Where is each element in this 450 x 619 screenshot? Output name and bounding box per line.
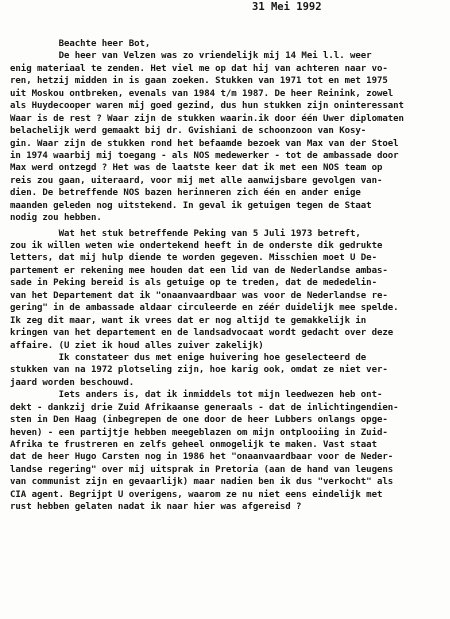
letter-line: De heer van Velzen was zo vriendelijk mij 14 Mei l.l. weer (10, 51, 372, 62)
letter-line: zou ik willen weten wie ondertekend heeft in de onderste dik gedrukte (10, 241, 383, 251)
letter-line: heven) - een partijtje hebben meegeblazen om mijn ontplooiing in Zuid- (10, 427, 388, 438)
letter-line: nodig zou hebben. (10, 213, 102, 224)
letter-line: letters, dat mij hulp diende te worden gegeven. Misschien moet U De- (10, 253, 377, 264)
letter-line: Beachte heer Bot, (10, 39, 151, 49)
letter-line: van het Departement dat ik "onaanvaardbaar was voor de Nederlandse re- (10, 290, 388, 301)
letter-line: reis zou gaan, uiteraard, voor mij met alle aanwijsbare gevolgen van- (10, 175, 383, 186)
letter-date: 31 Mei 1992 (252, 1, 322, 13)
letter-line: maanden geleden nog uitstekend. In geval ik getuigen tegen de Staat (10, 200, 372, 211)
letter-line: in 1974 waarbij mij toegang - als NOS medewerker - tot de ambassade door (10, 150, 399, 161)
letter-line: enig materiaal te zenden. Het viel me op dat hij van achteren naar vo- (10, 63, 388, 74)
letter-line: gering" in de ambassade aldaar circuleerde en zéér duidelijk mee spelde. (10, 303, 399, 314)
letter-line: Max werd ontzegd ? Het was de laatste keer dat ik met een NOS team op (10, 163, 383, 174)
letter-line: gin. Waar zijn de stukken rond het befaamde bezoek van Max van der Stoel (10, 138, 399, 149)
letter-line: kringen van het departement en de landsadvocaat wordt gedacht over deze (10, 328, 394, 339)
letter-line: partement er rekening mee houden dat een lid van de Nederlandse ambas- (10, 265, 388, 276)
letter-line: dekt - dankzij drie Zuid Afrikaanse generaals - dat de inlichtingendien- (10, 402, 399, 413)
letter-line: Ik zeg dit maar, want ik vrees dat er nog altijd te gemakkelijk in (10, 315, 367, 326)
letter-line: ren, hetzij midden in is gaan zoeken. Stukken van 1971 tot en met 1975 (10, 76, 388, 87)
letter-line: Wat het stuk betreffende Peking van 5 Juli 1973 betreft, (10, 228, 361, 239)
letter-line: Iets anders is, dat ik inmiddels tot mijn leedwezen heb ont- (10, 390, 383, 401)
letter-line: landse regering" over mij uitsprak in Pretoria (aan de hand van leugens (10, 464, 394, 475)
letter-line: belachelijk werd gemaakt bij dr. Gvishiani de schoonzoon van Kosy- (10, 126, 367, 137)
letter-line: Afrika te frustreren en zelfs geheel onmogelijk te maken. Vast staat (10, 440, 377, 450)
letter-line: Waar is de rest ? Waar zijn de stukken waarin.ik door één Uwer diplomaten (10, 113, 404, 124)
letter-line: Ik constateer dus met enige huivering hoe geselecteerd de (10, 352, 367, 363)
letter-line: stukken van na 1972 plotseling zijn, hoe karig ook, omdat ze niet ver- (10, 365, 388, 376)
letter-line: als Huydecooper waren mij goed gezind, dus hun stukken zijn oninteressant (10, 101, 404, 112)
letter-line: jaard worden beschouwd. (10, 377, 135, 388)
letter-line: sten in Den Haag (inbegrepen de one door de heer Lubbers onlangs opge- (10, 415, 388, 426)
letter-line: CIA agent. Begrijpt U overigens, waarom ze nu niet eens eindelijk met (10, 489, 383, 500)
letter-line: sade in Peking bereid is als getuige op te treden, dat de mededelin- (10, 278, 377, 289)
letter-line: dat de heer Hugo Carsten nog in 1986 het "onaanvaardbaar voor de Neder- (10, 452, 394, 463)
letter-line: dien. De betreffende NOS bazen herinneren zich één en ander enige (10, 188, 361, 199)
letter-line: van communist zijn en gevaarlijk) maar nadien ben ik dus "verkocht" als (10, 477, 394, 488)
letter-line: rust hebben gelaten nadat ik naar hier was afgereisd ? (10, 502, 302, 513)
letter-line: affaire. (U ziet ik houd alles zuiver zakelijk) (10, 340, 264, 351)
letter-line: uit Moskou ontbreken, evenals van 1984 t/m 1987. De heer Reinink, zowel (10, 88, 394, 99)
letter-body (10, 38, 446, 514)
